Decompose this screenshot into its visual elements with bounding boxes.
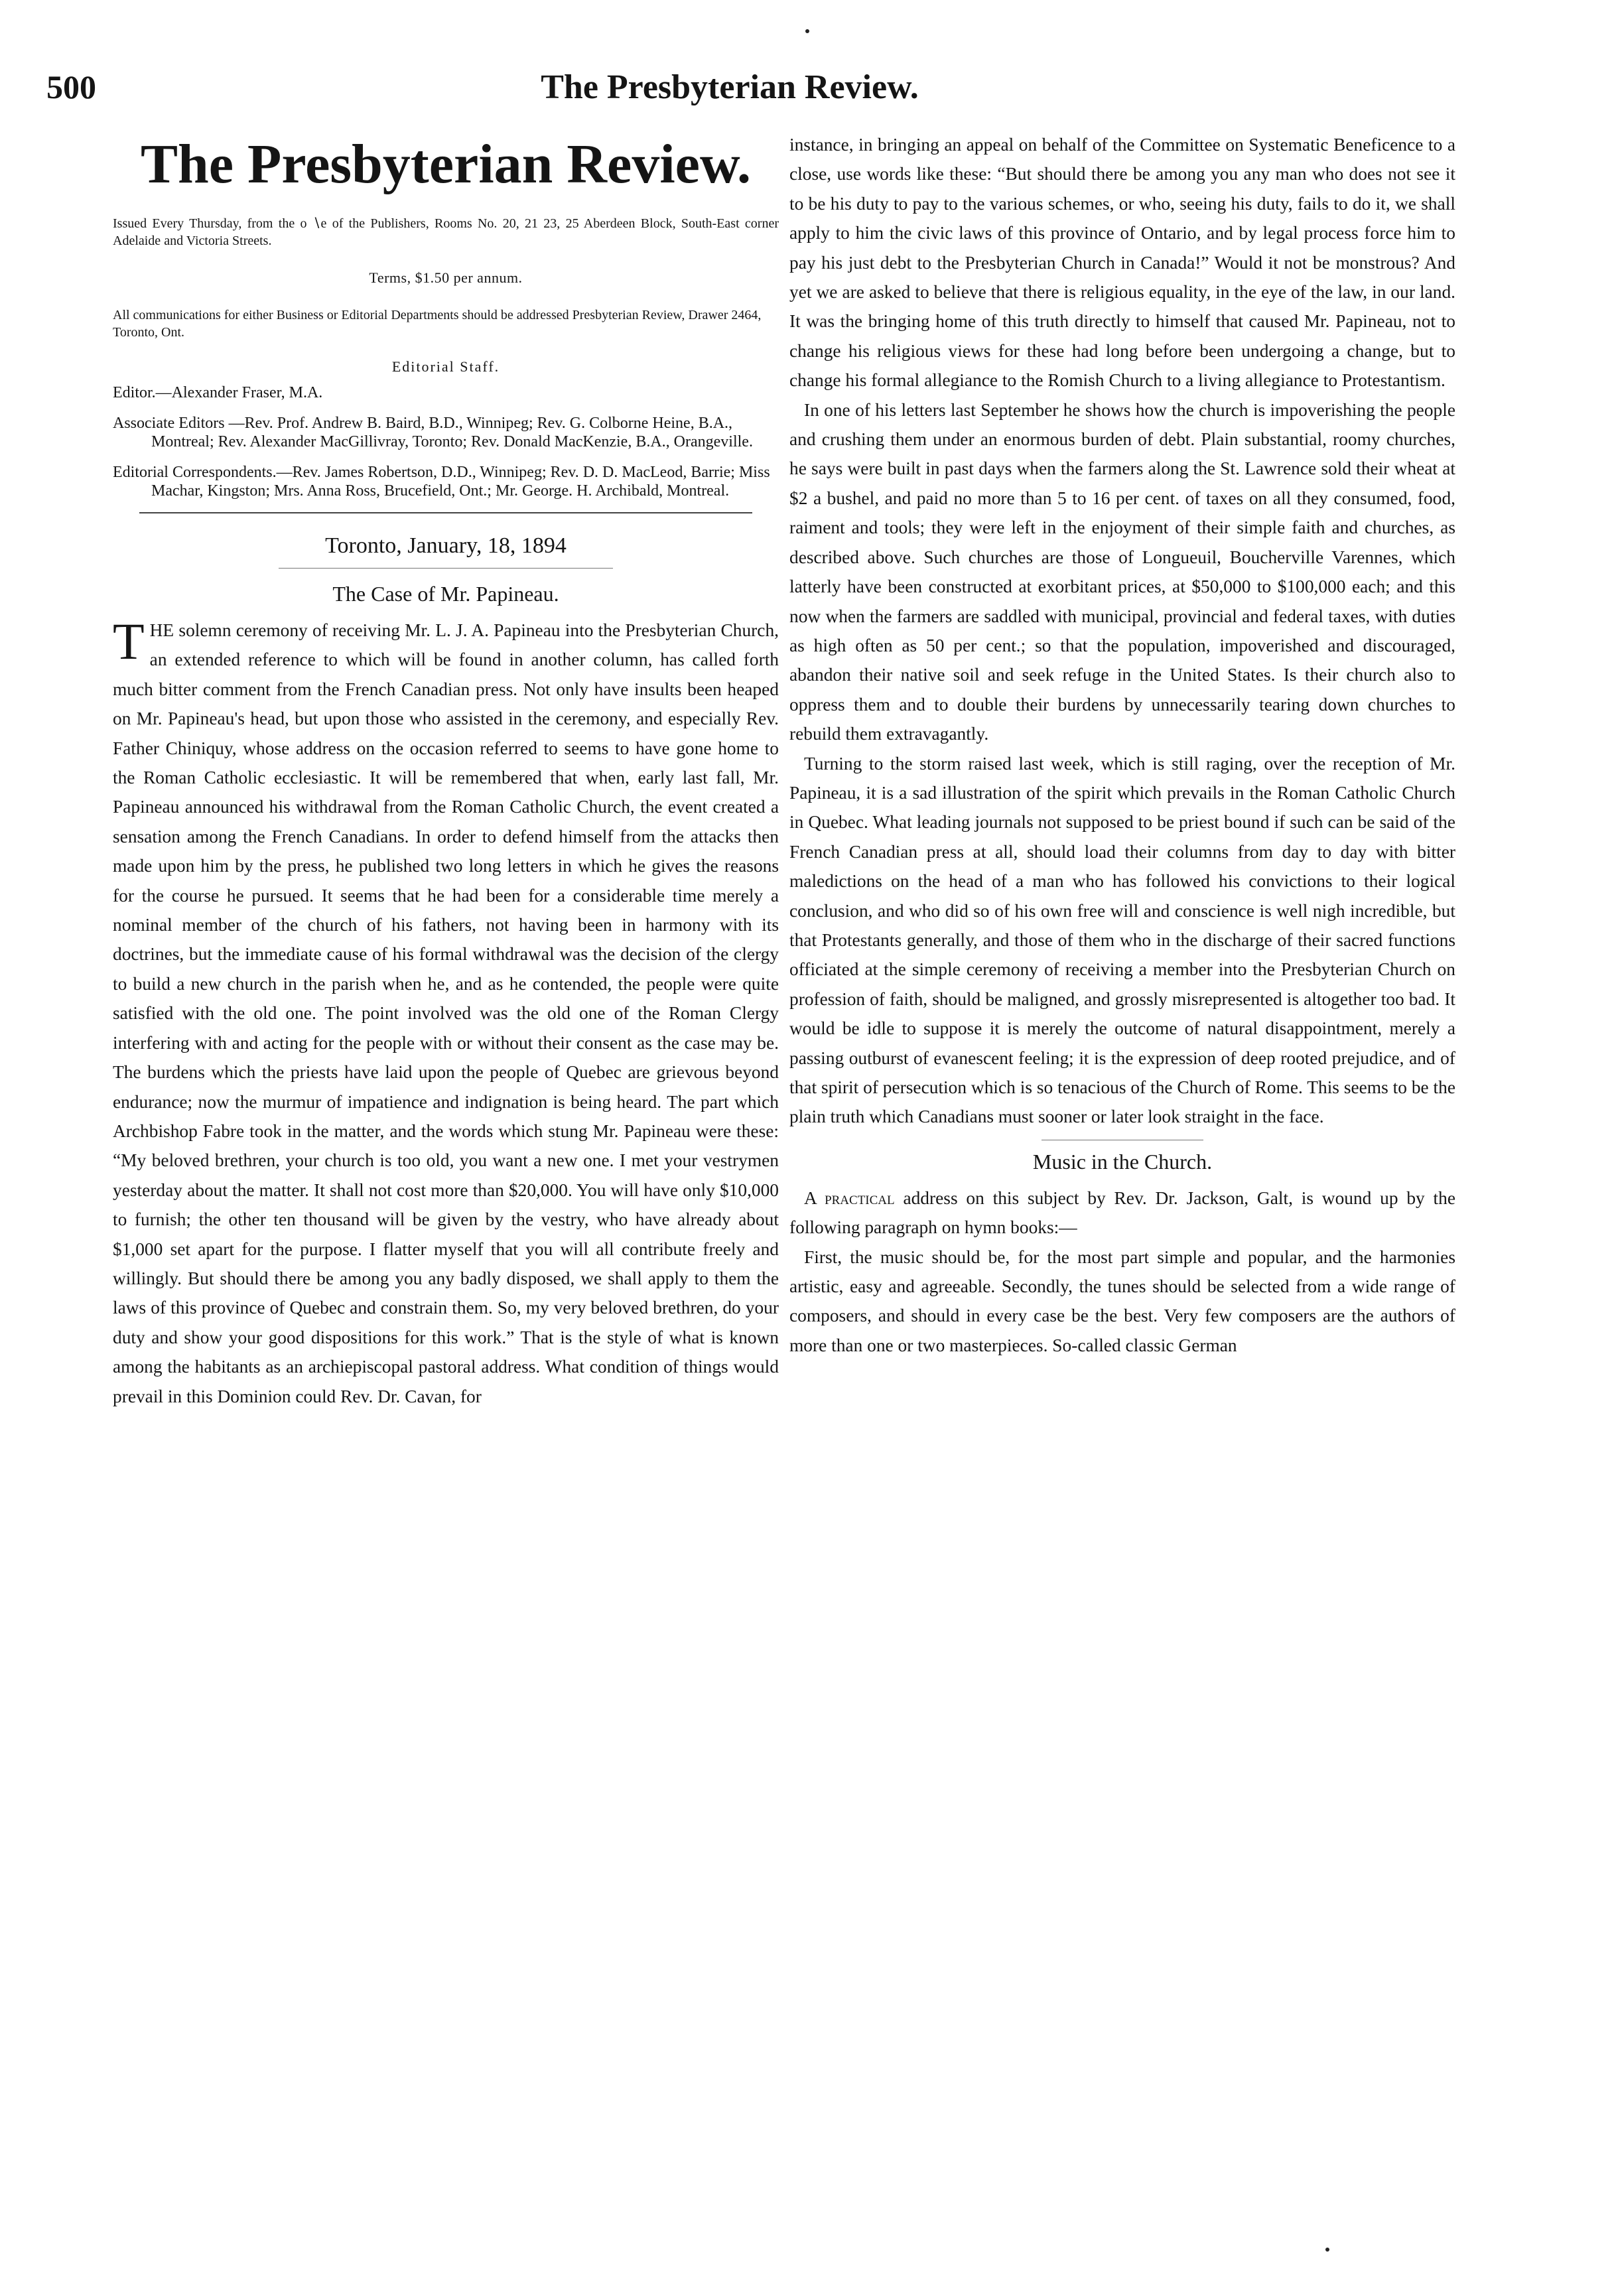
masthead-title: The Presbyterian Review. bbox=[141, 133, 751, 195]
editorial-staff-heading: Editorial Staff. bbox=[391, 358, 500, 375]
masthead-issued: Issued Every Thursday, from the o ∖e of the Publishers, Rooms No. 20, 21 23, 25 Aberdeen Block, South-East corner Adelaide and Victoria Streets. bbox=[113, 216, 779, 248]
print-speck bbox=[1325, 2248, 1329, 2252]
masthead-terms: Terms, $1.50 per annum. bbox=[369, 269, 523, 286]
article-paragraph: instance, in bringing an appeal on behalf of the Committee on Systematic Beneficence to a close, use words like these: “But should there be among you any man who does not see it to be his duty to pay to the various schemes, or who, seeing his duty, fails to do it, we shall apply to him the civic laws of this province of Ontario, and by legal process force him to pay his just debt to the Presbyterian Church in Canada!” Would it not be monstrous? And yet we are asked to believe that there is religious equality, in the eye of the law, in our land. It was the bringing home of this truth directly to himself that caused Mr. Papineau, not to change his religious views for these had long before been undergoing a change, but to change his formal allegiance to the Romish Church to a living allegiance to Protestantism. bbox=[789, 135, 1455, 391]
article-paragraph bbox=[113, 612, 779, 1411]
editorial-correspondents: Editorial Correspondents.—Rev. James Robertson, D.D., Winnipeg; Rev. D. D. MacLeod, Barrie; Miss Machar, Kingston; Mrs. Anna Ross, Brucefield, Ont.; Mr. George. H. Archibald, Montreal. bbox=[113, 464, 770, 500]
lead-in: A practical bbox=[804, 1187, 895, 1208]
article-paragraph-text: address on this subject by Rev. Dr. Jackson, Galt, is wound up by the following paragraph on hymn books:— bbox=[789, 1187, 1455, 1238]
masthead-communications: All communications for either Business or Editorial Departments should be addressed Presbyterian Review, Drawer 2464, Toronto, Ont. bbox=[113, 308, 762, 340]
article-title: The Case of Mr. Papineau. bbox=[332, 582, 559, 606]
divider-rule bbox=[279, 568, 613, 569]
article-paragraph: In one of his letters last September he shows how the church is impoverishing the people and crushing them under an enormous burden of debt. Plain substantial, roomy churches, he says were built in past days when the farmers along the St. Lawrence sold their wheat at $2 a bushel, and paid no more than 5 to 16 per cent. of taxes on all they consumed, food, raiment and tools; they were left in the enjoyment of their simple faith and churches, as described above. Such churches are those of Longueuil, Boucherville Varennes, which latterly have been constructed at exorbitant prices, at $50,000 to $100,000 each; and this now when the farmers are saddled with municipal, provincial and federal taxes, with duties as high often as 50 per cent.; so that the population, impoverished and discouraged, abandon their native soil and seek refuge in the United States. Is their church also to oppress them and to double their burdens by unnecessarily tearing down churches to rebuild them extravagantly. bbox=[789, 399, 1455, 744]
associate-editors: Associate Editors —Rev. Prof. Andrew B. Baird, B.D., Winnipeg; Rev. G. Colborne Heine, B.A., Montreal; Rev. Alexander MacGillivray, Toronto; Rev. Donald MacKenzie, B.A., Orangeville. bbox=[113, 415, 753, 450]
article-paragraph: First, the music should be, for the most part simple and popular, and the harmonies artistic, easy and agreeable. Secondly, the tunes should be selected from a wide range of composers, and should in every case be the best. Very few composers are the authors of more than one or two masterpieces. So-called classic German bbox=[789, 1247, 1455, 1355]
left-column bbox=[113, 130, 779, 1411]
divider-rule bbox=[139, 512, 752, 513]
print-speck bbox=[805, 29, 809, 33]
running-head bbox=[46, 68, 1413, 109]
drop-cap: T bbox=[113, 612, 145, 670]
dateline: Toronto, January, 18, 1894 bbox=[325, 533, 567, 558]
running-title: The Presbyterian Review. bbox=[541, 68, 919, 106]
article-paragraph-text: HE solemn ceremony of receiving Mr. L. J. A. Papineau into the Presbyterian Church, an extended reference to which will be found in another column, has called forth much bitter comment from the French Canadian press. Not only have insults been heaped on Mr. Papineau's head, but upon those who assisted in the ceremony, and especially Rev. Father Chiniquy, whose address on the occasion referred to seems to have gone home to the Roman Catholic ecclesiastic. It will be remembered that when, early last fall, Mr. Papineau announced his withdrawal from the Roman Catholic Church, the event created a sensation among the French Canadians. In order to defend himself from the attacks then made upon him by the press, he published two long letters in which he gives the reasons for the course he pursued. It seems that he had been for a considerable time merely a nominal member of the church of his fathers, not having been in harmony with its doctrines, but the immediate cause of his formal withdrawal was the decision of the clergy to build a new church in the parish when he, and as he contended, the people were quite satisfied with the old one. The point involved was the old one of the Roman Clergy interfering with and acting for the people with or without their consent as the case may be. The burdens which the priests have laid upon the people of Quebec are grievous beyond endurance; now the murmur of impatience and indignation is being heard. The part which Archbishop Fabre took in the matter, and the words which stung Mr. Papineau were these: “My beloved brethren, your church is too old, you want a new one. I met your vestrymen yesterday about the matter. It shall not cost more than $20,000. You will have only $10,000 to furnish; the other ten thousand will be given by the vestry, who have already about $1,000 set apart for the purpose. I flatter myself that you will all contribute freely and willingly. But should there be among you any badly disposed, we shall apply to them the laws of this province of Quebec and constrain them. So, my very beloved brethren, do your duty and show your good dispositions for this work.” That is the style of what is known among the habitants as an archiepiscopal pastoral address. What condition of things would prevail in this Dominion could Rev. Dr. Cavan, for bbox=[113, 620, 779, 1406]
article-title: Music in the Church. bbox=[1032, 1149, 1213, 1174]
article-paragraph: Turning to the storm raised last week, which is still raging, over the reception of Mr. Papineau, it is a sad illustration of the spirit which prevails in the Roman Catholic Church in Quebec. What leading journals not supposed to be priest bound if such can be said of the French Canadian press at all, should load their columns from day to day with bitter maledictions on the head of a man who has followed his convictions to their logical conclusion, and who did so of his own free will and conscience is well nigh incredible, but that Protestants generally, and those of them who in the discharge of their sacred functions officiated at the simple ceremony of receiving a member into the Presbyterian Church on profession of faith, should be maligned, and grossly misrepresented is altogether too bad. It would be idle to suppose it is merely the outcome of natural disappointment, merely a passing outburst of evanescent feeling; it is the expression of deep rooted prejudice, and of that spirit of persecution which is so tenacious of the Church of Rome. This seems to be the plain truth which Canadians must sooner or later look straight in the face. bbox=[789, 753, 1455, 1127]
right-column bbox=[789, 130, 1455, 1360]
article-paragraph bbox=[789, 1183, 1455, 1243]
editor-line: Editor.—Alexander Fraser, M.A. bbox=[113, 384, 323, 401]
page-number: 500 bbox=[46, 68, 96, 105]
